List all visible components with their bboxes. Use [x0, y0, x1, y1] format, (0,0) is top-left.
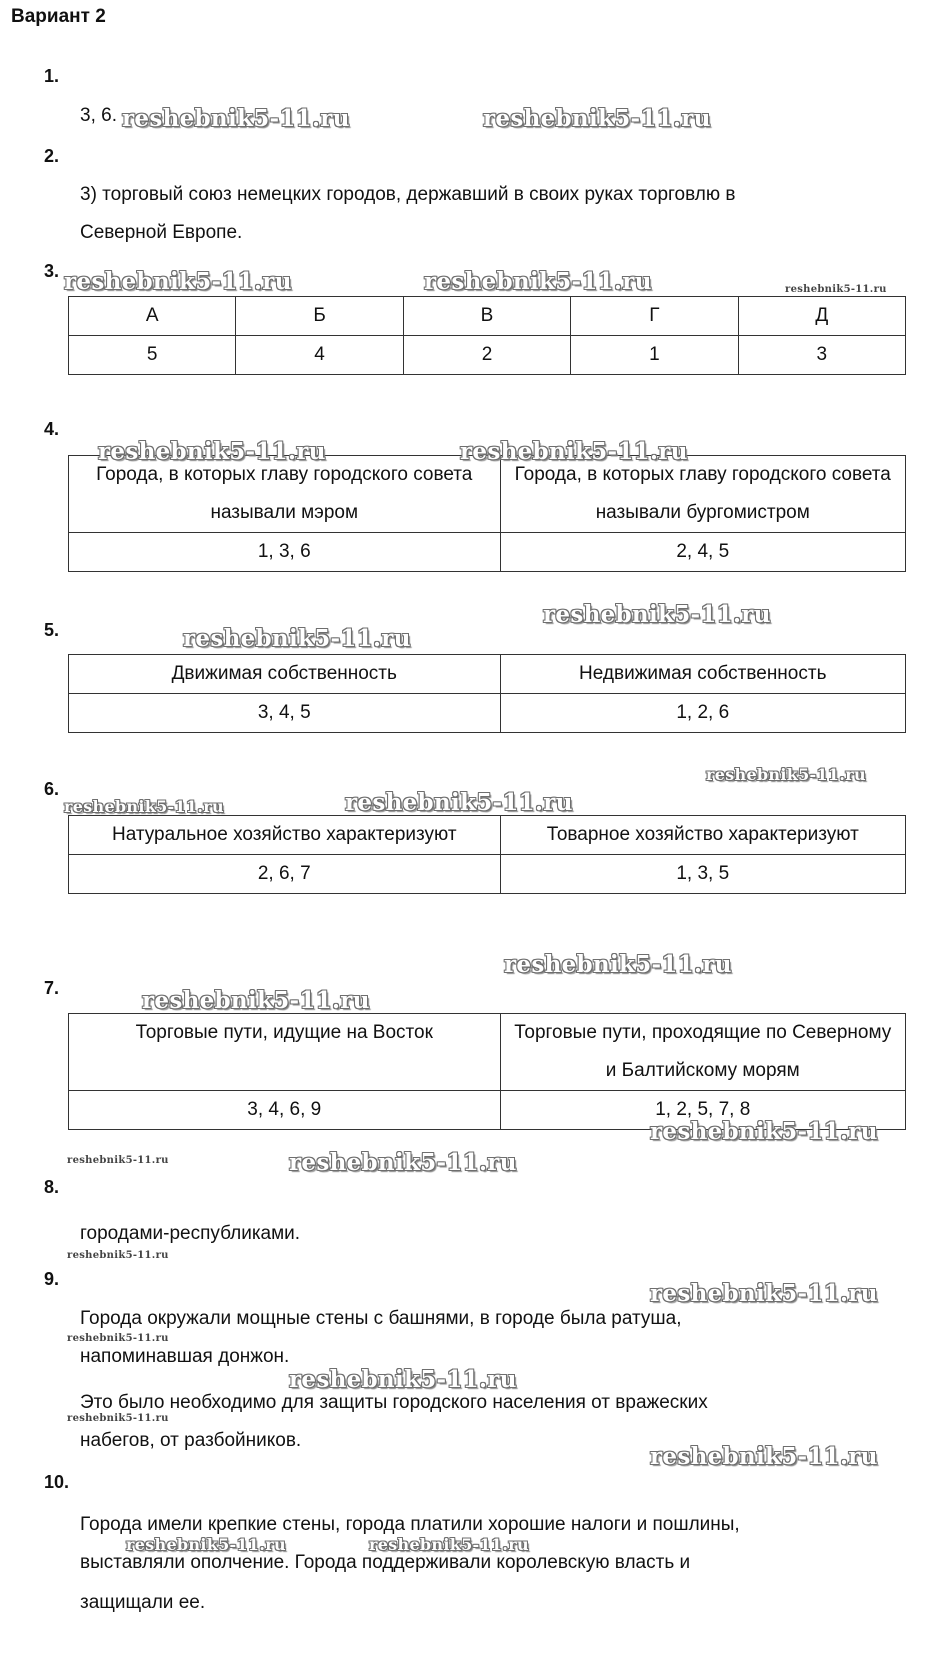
answer-2-line-2: Северной Европе. [80, 222, 243, 243]
watermark: reshebnik5-11.ru [183, 625, 411, 652]
watermark: reshebnik5-11.ru [122, 105, 350, 132]
watermark: reshebnik5-11.ru [650, 1443, 878, 1470]
question-number-3: 3. [44, 261, 60, 281]
table-header-cell: Г [571, 297, 738, 336]
watermark: reshebnik5-11.ru [142, 987, 370, 1014]
table-cell: 2, 4, 5 [500, 533, 906, 572]
table-header-cell: Торговые пути, проходящие по Северному и Балтийскому морям [500, 1014, 906, 1091]
page-title: Вариант 2 [11, 6, 106, 27]
answer-5-table [68, 654, 906, 733]
table-header-row [69, 655, 906, 694]
table-header-row [69, 816, 906, 855]
answer-9-line-2: напоминавшая донжон. [80, 1346, 290, 1367]
watermark: reshebnik5-11.ru [706, 765, 866, 784]
table-row [69, 855, 906, 894]
watermark: reshebnik5-11.ru [67, 1413, 169, 1424]
question-number-9: 9. [44, 1269, 60, 1289]
watermark: reshebnik5-11.ru [64, 797, 224, 816]
table-cell: 1, 3, 5 [500, 855, 906, 894]
answer-10-line-3: защищали ее. [80, 1592, 206, 1613]
table-header-cell: Д [738, 297, 905, 336]
table-row [69, 336, 906, 375]
answer-7-table [68, 1013, 906, 1130]
watermark: reshebnik5-11.ru [126, 1535, 286, 1554]
table-cell: 1 [571, 336, 738, 375]
answer-9-line-3: Это было необходимо для защиты городского населения от вражеских [80, 1392, 708, 1413]
watermark: reshebnik5-11.ru [483, 105, 711, 132]
table-header-cell: Торговые пути, идущие на Восток [69, 1014, 501, 1091]
table-cell: 3, 4, 6, 9 [69, 1091, 501, 1130]
watermark: reshebnik5-11.ru [785, 284, 887, 295]
watermark: reshebnik5-11.ru [460, 438, 688, 465]
answer-8: городами-республиками. [80, 1223, 301, 1244]
question-number-1: 1. [44, 66, 60, 86]
watermark: reshebnik5-11.ru [369, 1535, 529, 1554]
table-cell: 1, 2, 6 [500, 694, 906, 733]
question-number-4: 4. [44, 419, 60, 439]
question-number-2: 2. [44, 146, 60, 166]
answer-9-line-1: Города окружали мощные стены с башнями, в городе была ратуша, [80, 1308, 682, 1329]
table-header-row [69, 456, 906, 533]
table-cell: 4 [236, 336, 403, 375]
answer-4-table [68, 455, 906, 572]
answer-1: 3, 6. [80, 105, 117, 126]
watermark: reshebnik5-11.ru [67, 1155, 169, 1166]
question-number-6: 6. [44, 779, 60, 799]
answer-2-line-1: 3) торговый союз немецких городов, державший в своих руках торговлю в [80, 184, 736, 205]
table-row [69, 694, 906, 733]
watermark: reshebnik5-11.ru [650, 1280, 878, 1307]
question-number-10: 10. [44, 1472, 70, 1492]
watermark: reshebnik5-11.ru [289, 1366, 517, 1393]
question-number-5: 5. [44, 620, 60, 640]
question-number-7: 7. [44, 978, 60, 998]
watermark: reshebnik5-11.ru [543, 601, 771, 628]
answer-6-table [68, 815, 906, 894]
table-cell: 3, 4, 5 [69, 694, 501, 733]
watermark: reshebnik5-11.ru [289, 1149, 517, 1176]
table-header-cell: В [403, 297, 570, 336]
table-cell: 2 [403, 336, 570, 375]
watermark: reshebnik5-11.ru [98, 438, 326, 465]
answer-10-line-1: Города имели крепкие стены, города платили хорошие налоги и пошлины, [80, 1514, 740, 1535]
question-number-8: 8. [44, 1177, 60, 1197]
table-header-cell: Движимая собственность [69, 655, 501, 694]
answer-3-table [68, 296, 906, 375]
watermark: reshebnik5-11.ru [67, 1250, 169, 1261]
table-header-row [69, 297, 906, 336]
table-header-cell: Недвижимая собственность [500, 655, 906, 694]
table-cell: 5 [69, 336, 236, 375]
table-cell: 1, 3, 6 [69, 533, 501, 572]
table-cell: 1, 2, 5, 7, 8 [500, 1091, 906, 1130]
answer-10-line-2: выставляли ополчение. Города поддерживали королевскую власть и [80, 1552, 691, 1573]
table-header-cell: Б [236, 297, 403, 336]
watermark: reshebnik5-11.ru [650, 1118, 878, 1145]
table-cell: 3 [738, 336, 905, 375]
table-header-cell: Города, в которых главу городского совета называли мэром [69, 456, 501, 533]
answer-9-line-4: набегов, от разбойников. [80, 1430, 302, 1451]
table-header-cell: Натуральное хозяйство характеризуют [69, 816, 501, 855]
table-cell: 2, 6, 7 [69, 855, 501, 894]
table-header-cell: А [69, 297, 236, 336]
watermark: reshebnik5-11.ru [424, 268, 652, 295]
watermark: reshebnik5-11.ru [504, 951, 732, 978]
table-header-row [69, 1014, 906, 1091]
table-header-cell: Города, в которых главу городского совета называли бургомистром [500, 456, 906, 533]
table-header-cell: Товарное хозяйство характеризуют [500, 816, 906, 855]
watermark: reshebnik5-11.ru [67, 1333, 169, 1344]
watermark: reshebnik5-11.ru [64, 268, 292, 295]
watermark: reshebnik5-11.ru [345, 789, 573, 816]
table-row [69, 533, 906, 572]
